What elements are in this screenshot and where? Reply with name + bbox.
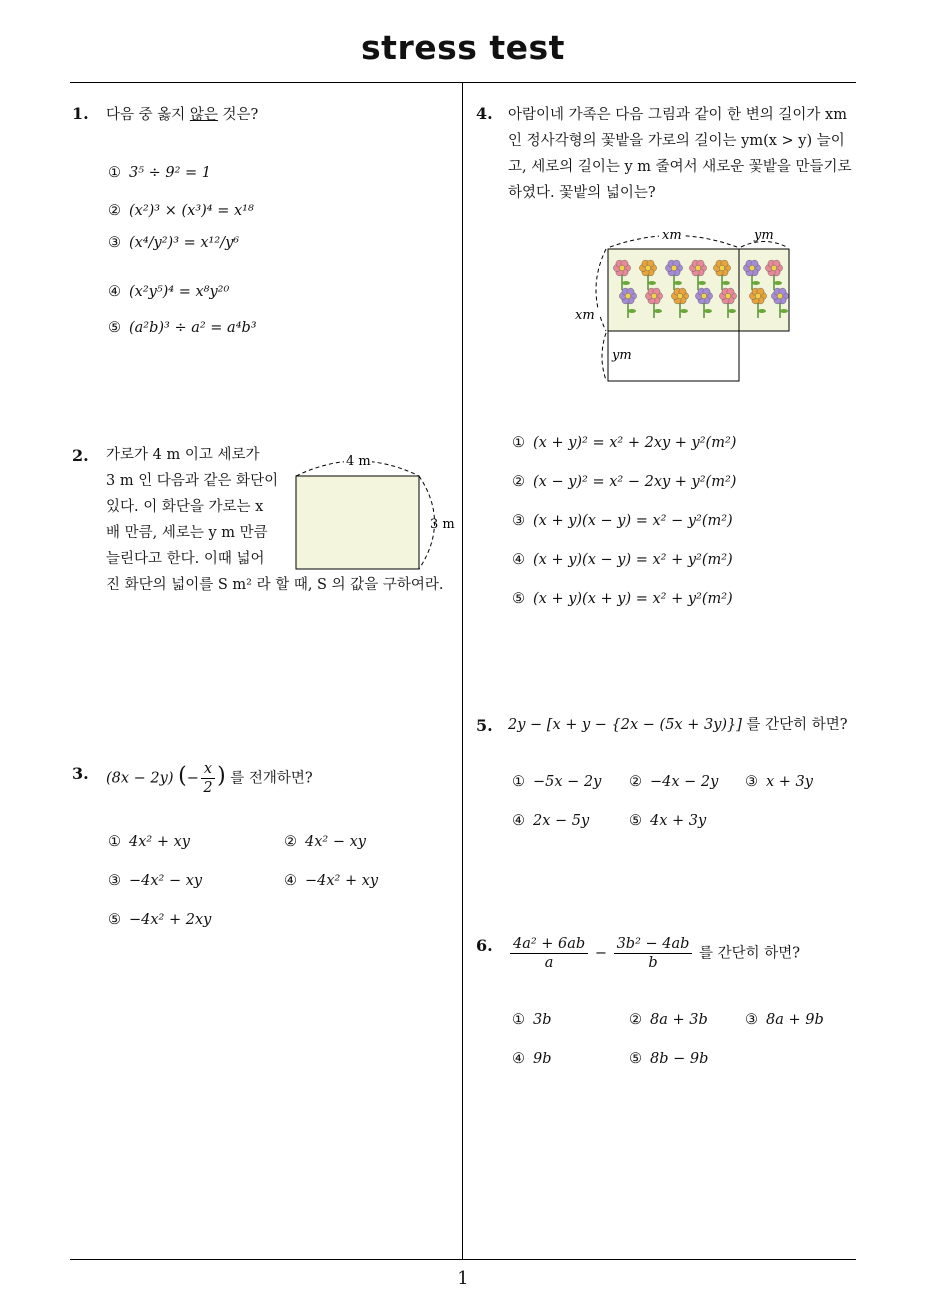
- header-rule: [70, 82, 856, 83]
- question-text-line: 배 만큼, 세로는 y m 만큼: [106, 525, 268, 541]
- footer-rule: [70, 1259, 856, 1260]
- flower-leaf: [780, 309, 788, 313]
- question-text-line: 늘린다고 한다. 이때 넓어: [106, 551, 265, 567]
- flower-leaf: [698, 281, 706, 285]
- option-5[interactable]: ⑤ 8b − 9b: [629, 1051, 709, 1067]
- flower-center: [719, 265, 725, 271]
- flower-leaf: [622, 281, 630, 285]
- left-y-label: ym: [612, 348, 632, 363]
- option-5[interactable]: ⑤ (x + y)(x + y) = x² + y²(m²): [512, 591, 733, 607]
- flower-leaf: [680, 309, 688, 313]
- flower-center: [625, 293, 631, 299]
- flower-center: [771, 265, 777, 271]
- option-4[interactable]: ④ −4x² + xy: [284, 873, 379, 889]
- option-5[interactable]: ⑤ 4x + 3y: [629, 813, 707, 829]
- question-text-line: 인 정사각형의 꽃밭을 가로의 길이는 ym(x > y) 늘이: [508, 133, 845, 149]
- flowerbed-rect: [296, 476, 419, 569]
- flower-leaf: [752, 281, 760, 285]
- flower-center: [651, 293, 657, 299]
- page-number: 1: [457, 1268, 469, 1289]
- flower-leaf: [648, 281, 656, 285]
- option-3[interactable]: ③ (x + y)(x − y) = x² − y²(m²): [512, 513, 733, 529]
- option-3[interactable]: ③ −4x² − xy: [108, 873, 203, 889]
- question-text-line: 아람이네 가족은 다음 그림과 같이 한 변의 길이가 xm: [508, 107, 847, 123]
- option-2[interactable]: ② −4x − 2y: [629, 774, 719, 790]
- flower-center: [701, 293, 707, 299]
- option-4[interactable]: ④ (x²y⁵)⁴ = x⁸y²⁰: [108, 284, 230, 300]
- option-3[interactable]: ③ x + 3y: [745, 774, 813, 790]
- option-5[interactable]: ⑤ −4x² + 2xy: [108, 912, 212, 928]
- flower-leaf: [774, 281, 782, 285]
- flower-center: [619, 265, 625, 271]
- flower-leaf: [722, 281, 730, 285]
- question-prompt: 2y − [x + y − {2x − (5x + 3y)}] 를 간단히 하면?: [508, 717, 848, 733]
- top-y-label: ym: [754, 228, 774, 243]
- top-x-label: xm: [662, 228, 682, 243]
- option-2[interactable]: ② (x²)³ × (x³)⁴ = x¹⁸: [108, 203, 254, 219]
- question-prompt: 다음 중 옳지 않은 것은?: [106, 107, 259, 123]
- question-text-line: 고, 세로의 길이는 y m 줄여서 새로운 꽃밭을 만들기로: [508, 159, 852, 175]
- emphasis-underline: 않은: [189, 107, 218, 123]
- question-number: 2.: [72, 446, 89, 465]
- option-1[interactable]: ① 3b: [512, 1012, 552, 1028]
- flower-center: [777, 293, 783, 299]
- option-2[interactable]: ② 8a + 3b: [629, 1012, 708, 1028]
- flower-center: [645, 265, 651, 271]
- page-title: stress test: [361, 28, 565, 67]
- flower-center: [725, 293, 731, 299]
- option-4[interactable]: ④ 9b: [512, 1051, 552, 1067]
- option-4[interactable]: ④ 2x − 5y: [512, 813, 590, 829]
- option-2[interactable]: ② (x − y)² = x² − 2xy + y²(m²): [512, 474, 737, 490]
- option-2[interactable]: ② 4x² − xy: [284, 834, 366, 850]
- width-label: 4 m: [346, 454, 371, 469]
- question-number: 4.: [476, 104, 493, 123]
- flower-center: [671, 265, 677, 271]
- option-1[interactable]: ① 3⁵ ÷ 9² = 1: [108, 165, 212, 181]
- question-text-line: 하였다. 꽃밭의 넓이는?: [508, 185, 656, 201]
- question-number: 6.: [476, 936, 493, 955]
- option-1[interactable]: ① −5x − 2y: [512, 774, 602, 790]
- left-x-label: xm: [575, 308, 595, 323]
- flower-leaf: [628, 309, 636, 313]
- question-number: 5.: [476, 716, 493, 735]
- question-text-line: 있다. 이 화단을 가로는 x: [106, 499, 264, 515]
- option-4[interactable]: ④ (x + y)(x − y) = x² + y²(m²): [512, 552, 733, 568]
- question-number: 3.: [72, 764, 89, 783]
- option-1[interactable]: ① (x + y)² = x² + 2xy + y²(m²): [512, 435, 737, 451]
- question-text-line: 진 화단의 넓이를 S m² 라 할 때, S 의 값을 구하여라.: [106, 577, 444, 593]
- flower-leaf: [674, 281, 682, 285]
- flower-center: [749, 265, 755, 271]
- option-3[interactable]: ③ (x⁴/y²)³ = x¹²/y⁶: [108, 235, 240, 251]
- column-divider: [462, 82, 463, 1259]
- option-3[interactable]: ③ 8a + 9b: [745, 1012, 824, 1028]
- flower-center: [755, 293, 761, 299]
- height-label: 3 m: [430, 517, 455, 532]
- flower-garden-diagram: [570, 222, 800, 388]
- flower-leaf: [654, 309, 662, 313]
- flower-center: [677, 293, 683, 299]
- question-text-line: 가로가 4 m 이고 세로가: [106, 447, 260, 463]
- option-5[interactable]: ⑤ (a²b)³ ÷ a² = a⁴b³: [108, 320, 257, 336]
- flower-leaf: [728, 309, 736, 313]
- question-prompt: $\frac{\text{4a² + 6ab}}{a}$ − $\frac{\text{3b² − 4ab}}{b}$ 를 간단히 하면?: [508, 935, 800, 972]
- flower-leaf: [704, 309, 712, 313]
- flowerbed-rectangle-diagram: [288, 448, 460, 576]
- option-1[interactable]: ① 4x² + xy: [108, 834, 190, 850]
- question-number: 1.: [72, 104, 89, 123]
- question-text-line: 3 m 인 다음과 같은 화단이: [106, 473, 279, 489]
- question-prompt: (8x − 2y) (− $\frac{x}{2}$ ) 를 전개하면?: [106, 761, 313, 796]
- flower-center: [695, 265, 701, 271]
- flower-leaf: [758, 309, 766, 313]
